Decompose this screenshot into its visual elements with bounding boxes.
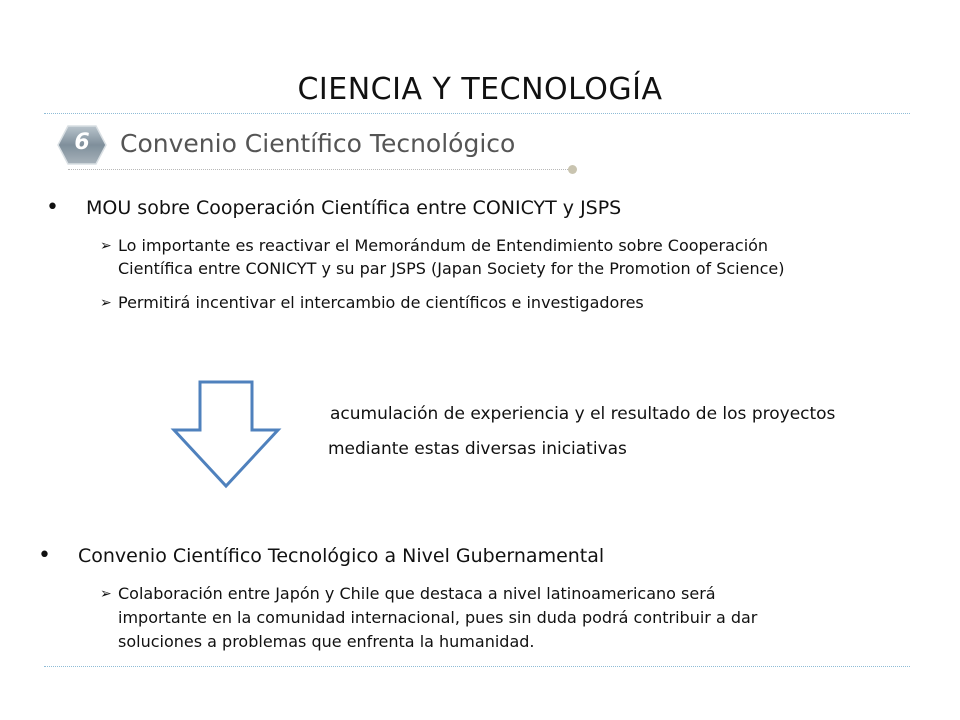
sub-item — [100, 235, 769, 257]
bullet-mou-heading: MOU sobre Cooperación Científica entre CONICYT y JSPS — [86, 197, 622, 219]
sub-item — [100, 292, 644, 314]
bullet-dot-icon: • — [46, 195, 59, 220]
bullet-mou — [46, 195, 622, 220]
down-arrow-shape — [170, 380, 282, 490]
sub-item-continuation — [118, 607, 757, 629]
arrowhead-bullet-icon: ➢ — [100, 586, 112, 602]
sub-item-text: Permitirá incentivar el intercambio de científicos e investigadores — [118, 293, 644, 312]
section-title: Convenio Científico Tecnológico — [120, 129, 516, 158]
sub-item-continuation — [118, 258, 785, 280]
footer-divider — [44, 666, 910, 667]
arrowhead-bullet-icon: ➢ — [100, 238, 112, 254]
sub-item-continuation — [118, 631, 534, 653]
title-divider — [44, 113, 910, 114]
section-number: 6 — [74, 130, 90, 155]
sub-item-text: Colaboración entre Japón y Chile que destaca a nivel latinoamericano será — [118, 584, 716, 603]
arrowhead-bullet-icon: ➢ — [100, 295, 112, 311]
bullet-convenio-heading: Convenio Científico Tecnológico a Nivel Gubernamental — [78, 545, 605, 567]
sub-item — [100, 583, 716, 605]
sub-item-text: Lo importante es reactivar el Memorándum de Entendimiento sobre Cooperación — [118, 236, 769, 255]
hexagon-badge-icon — [56, 124, 108, 166]
sub-item-text: importante en la comunidad internacional, pues sin duda podrá contribuir a dar — [118, 608, 758, 627]
down-arrow-icon — [170, 380, 282, 490]
sub-item-text: soluciones a problemas que enfrenta la humanidad. — [118, 632, 535, 651]
section-divider-dot — [568, 165, 577, 174]
arrow-caption-line1: acumulación de experiencia y el resultado de los proyectos — [330, 404, 836, 424]
sub-item-text: Científica entre CONICYT y su par JSPS (Japan Society for the Promotion of Science) — [118, 259, 785, 278]
bullet-convenio — [38, 543, 605, 568]
section-divider — [68, 169, 572, 170]
bullet-dot-icon: • — [38, 543, 51, 568]
arrow-caption-line2: mediante estas diversas iniciativas — [328, 439, 627, 459]
slide-title: CIENCIA Y TECNOLOGÍA — [297, 72, 663, 107]
